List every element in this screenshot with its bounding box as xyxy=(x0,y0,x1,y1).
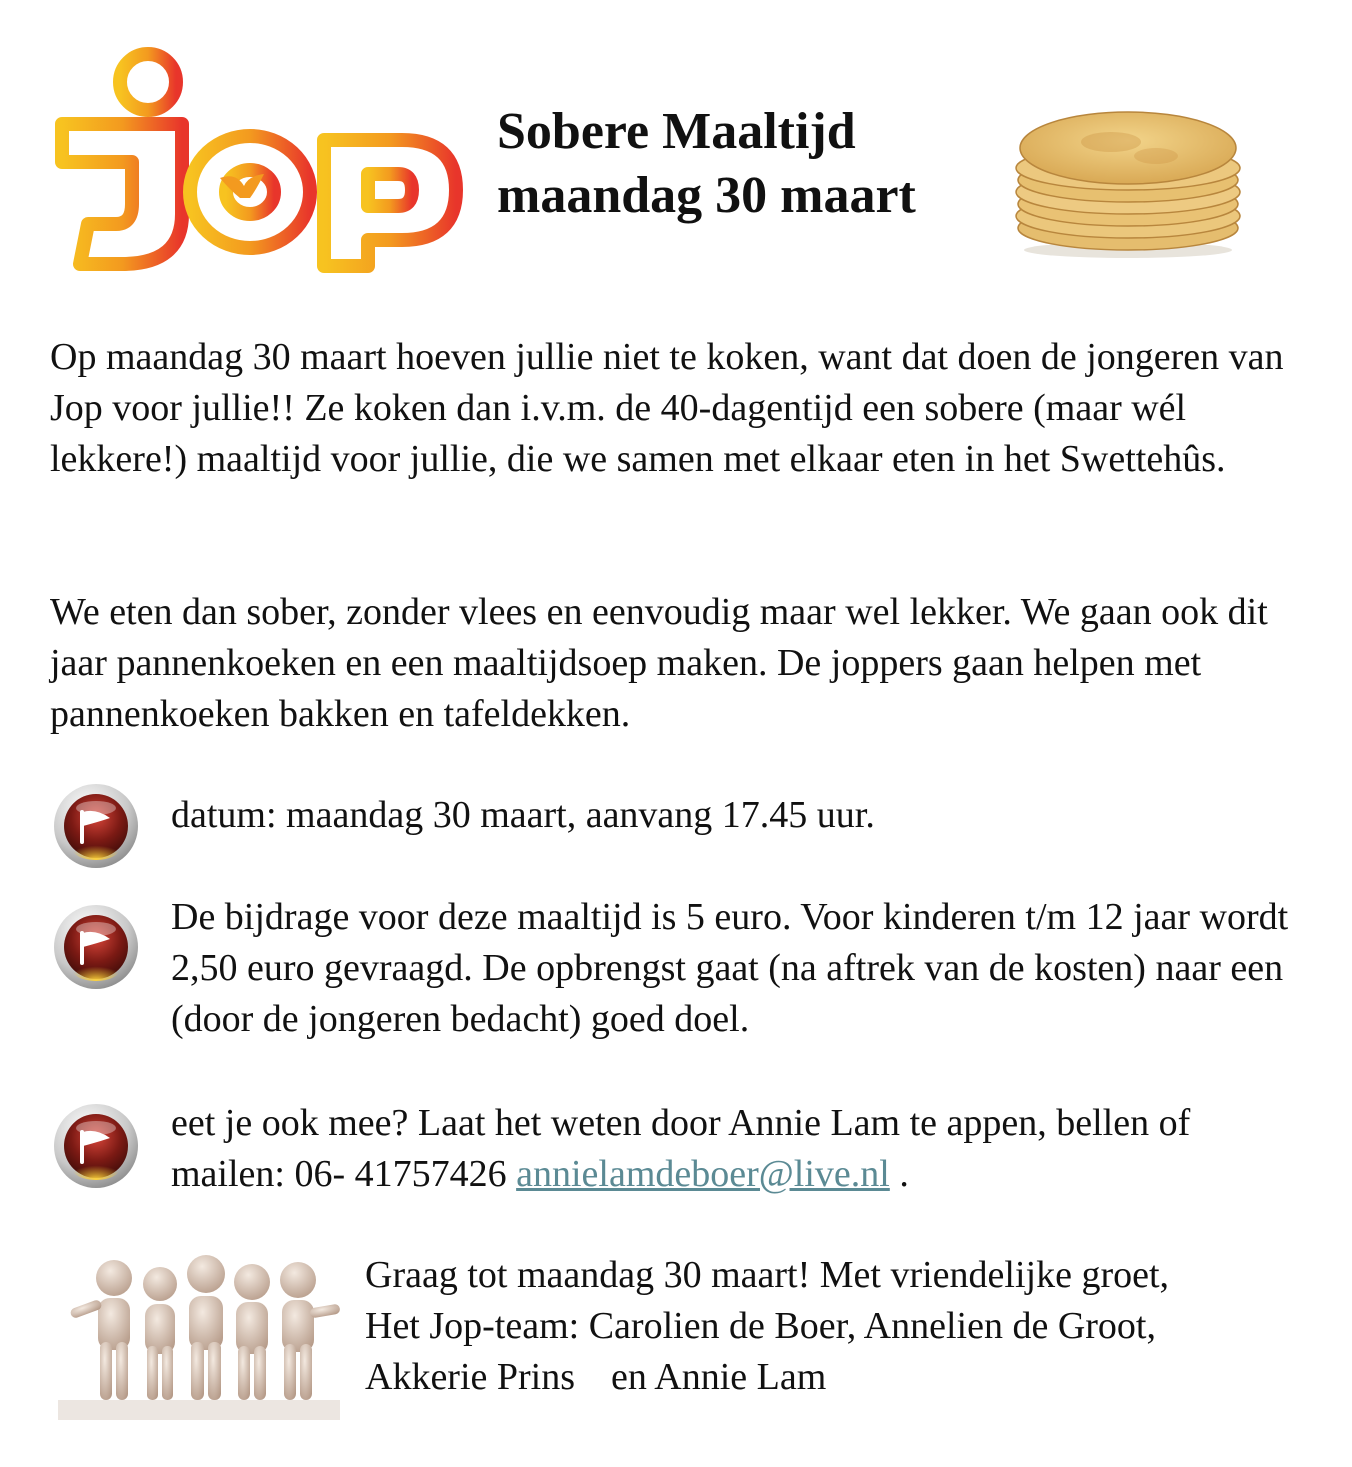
bullet-signup xyxy=(171,1098,1211,1200)
intro-paragraph: Op maandag 30 maart hoeven jullie niet te koken, want dat doen de jongeren van Jop voor jullie!! Ze koken dan i.v.m. de 40-dagentijd een sobere (maar wél lekkere!) maaltijd voor jullie, die we samen met elkaar eten in het Swettehûs. xyxy=(50,336,1284,480)
flag-button-icon xyxy=(52,903,140,991)
closing-line-2: Het Jop-team: Carolien de Boer, Annelien de Groot, xyxy=(365,1305,1156,1347)
title-line-1: Sobere Maaltijd xyxy=(497,103,856,160)
team-member-annie: en Annie Lam xyxy=(611,1356,827,1398)
signup-text: eet je ook mee? Laat het weten door Annie Lam te appen, bellen of mailen: 06- 41757426 xyxy=(171,1102,1191,1195)
team-figures-icon xyxy=(58,1250,340,1420)
page-title xyxy=(497,100,916,228)
team-member-akkerie: Akkerie Prins xyxy=(365,1356,576,1398)
flag-button-icon xyxy=(52,1102,140,1190)
email-link[interactable]: annielamdeboer@live.nl xyxy=(516,1153,890,1195)
pancake-stack-icon xyxy=(1006,100,1250,260)
jop-logo-icon xyxy=(52,44,464,276)
closing-text xyxy=(365,1250,1335,1403)
flag-button-icon xyxy=(52,782,140,870)
closing-line-1: Graag tot maandag 30 maart! Met vriendelijke groet, xyxy=(365,1254,1170,1296)
title-line-2: maandag 30 maart xyxy=(497,167,916,224)
menu-paragraph: We eten dan sober, zonder vlees en eenvoudig maar wel lekker. We gaan ook dit jaar pannenkoeken en een maaltijdsoep maken. De joppers gaan helpen met pannenkoeken bakken en tafeldekken. xyxy=(50,591,1268,735)
closing-line-3 xyxy=(365,1352,1335,1403)
bullet-date: datum: maandag 30 maart, aanvang 17.45 uur. xyxy=(171,794,875,836)
bullet-contribution: De bijdrage voor deze maaltijd is 5 euro. Voor kinderen t/m 12 jaar wordt 2,50 euro gevraagd. De opbrengst gaat (na aftrek van de kosten) naar een (door de jongeren bedacht) goed doel. xyxy=(171,896,1289,1040)
signup-end: . xyxy=(889,1153,909,1195)
